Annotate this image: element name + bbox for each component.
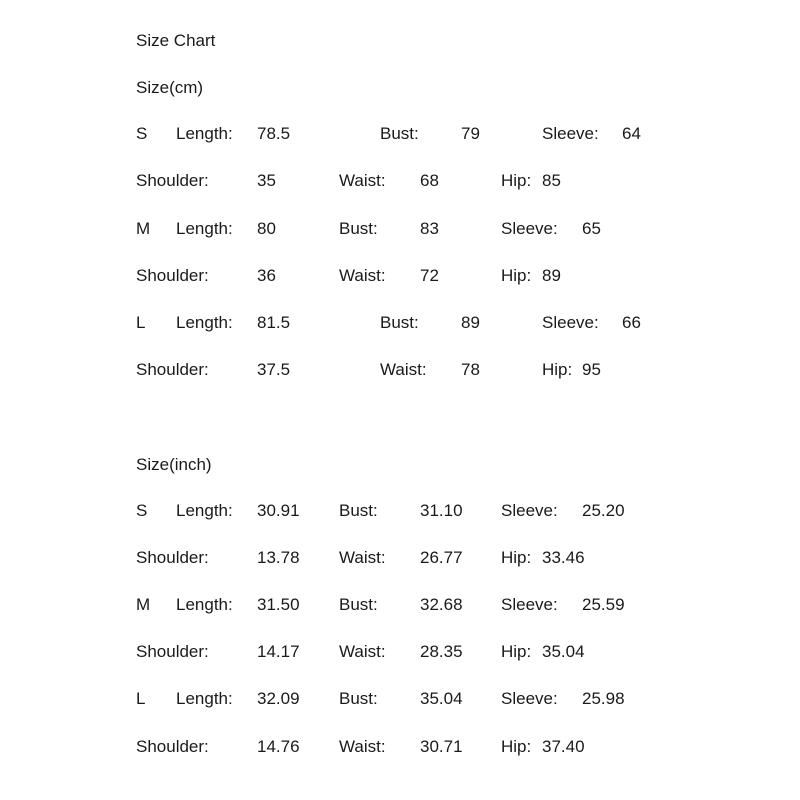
length-label: Length:	[176, 219, 233, 238]
shoulder-label: Shoulder:	[136, 171, 209, 190]
hip-label: Hip:	[501, 737, 532, 756]
sleeve-value: 66	[622, 313, 641, 332]
waist-label: Waist:	[339, 737, 386, 756]
size-label: S	[136, 501, 148, 520]
hip-value: 85	[542, 171, 561, 190]
hip-value: 33.46	[542, 548, 585, 567]
length-value: 81.5	[257, 313, 291, 332]
section-heading-inch: Size(inch)	[136, 455, 212, 474]
hip-label: Hip:	[501, 548, 532, 567]
bust-value: 79	[461, 124, 480, 143]
hip-value: 35.04	[542, 642, 585, 661]
waist-value: 68	[420, 171, 439, 190]
size-label: L	[136, 689, 146, 708]
sleeve-value: 25.98	[582, 689, 625, 708]
bust-value: 35.04	[420, 689, 463, 708]
waist-label: Waist:	[339, 171, 386, 190]
length-label: Length:	[176, 595, 233, 614]
page-title: Size Chart	[136, 31, 216, 50]
size-label: M	[136, 595, 151, 614]
shoulder-value: 14.17	[257, 642, 300, 661]
waist-value: 72	[420, 266, 439, 285]
waist-value: 26.77	[420, 548, 463, 567]
size-label: M	[136, 219, 151, 238]
bust-value: 83	[420, 219, 439, 238]
bust-label: Bust:	[339, 219, 378, 238]
length-value: 78.5	[257, 124, 291, 143]
shoulder-value: 14.76	[257, 737, 300, 756]
shoulder-label: Shoulder:	[136, 548, 209, 567]
waist-label: Waist:	[339, 548, 386, 567]
length-label: Length:	[176, 313, 233, 332]
sleeve-label: Sleeve:	[542, 313, 599, 332]
hip-label: Hip:	[542, 360, 573, 379]
hip-label: Hip:	[501, 266, 532, 285]
shoulder-value: 37.5	[257, 360, 291, 379]
sleeve-label: Sleeve:	[501, 501, 558, 520]
waist-label: Waist:	[339, 642, 386, 661]
length-value: 31.50	[257, 595, 300, 614]
sleeve-label: Sleeve:	[542, 124, 599, 143]
size-label: S	[136, 124, 148, 143]
waist-label: Waist:	[339, 266, 386, 285]
bust-value: 31.10	[420, 501, 463, 520]
sleeve-value: 25.20	[582, 501, 625, 520]
waist-value: 30.71	[420, 737, 463, 756]
waist-label: Waist:	[380, 360, 427, 379]
shoulder-value: 36	[257, 266, 276, 285]
waist-value: 78	[461, 360, 480, 379]
shoulder-value: 13.78	[257, 548, 300, 567]
bust-value: 89	[461, 313, 480, 332]
hip-label: Hip:	[501, 642, 532, 661]
shoulder-label: Shoulder:	[136, 266, 209, 285]
sleeve-value: 65	[582, 219, 601, 238]
length-label: Length:	[176, 501, 233, 520]
hip-value: 37.40	[542, 737, 585, 756]
shoulder-label: Shoulder:	[136, 737, 209, 756]
sleeve-label: Sleeve:	[501, 595, 558, 614]
hip-label: Hip:	[501, 171, 532, 190]
bust-value: 32.68	[420, 595, 463, 614]
sleeve-value: 64	[622, 124, 641, 143]
size-label: L	[136, 313, 146, 332]
shoulder-value: 35	[257, 171, 276, 190]
waist-value: 28.35	[420, 642, 463, 661]
section-heading-cm: Size(cm)	[136, 78, 204, 97]
hip-value: 95	[582, 360, 601, 379]
shoulder-label: Shoulder:	[136, 360, 209, 379]
sleeve-value: 25.59	[582, 595, 625, 614]
hip-value: 89	[542, 266, 561, 285]
bust-label: Bust:	[380, 313, 419, 332]
length-value: 32.09	[257, 689, 300, 708]
sleeve-label: Sleeve:	[501, 689, 558, 708]
length-label: Length:	[176, 689, 233, 708]
bust-label: Bust:	[339, 501, 378, 520]
bust-label: Bust:	[380, 124, 419, 143]
shoulder-label: Shoulder:	[136, 642, 209, 661]
length-value: 80	[257, 219, 276, 238]
bust-label: Bust:	[339, 595, 378, 614]
length-label: Length:	[176, 124, 233, 143]
length-value: 30.91	[257, 501, 300, 520]
sleeve-label: Sleeve:	[501, 219, 558, 238]
bust-label: Bust:	[339, 689, 378, 708]
